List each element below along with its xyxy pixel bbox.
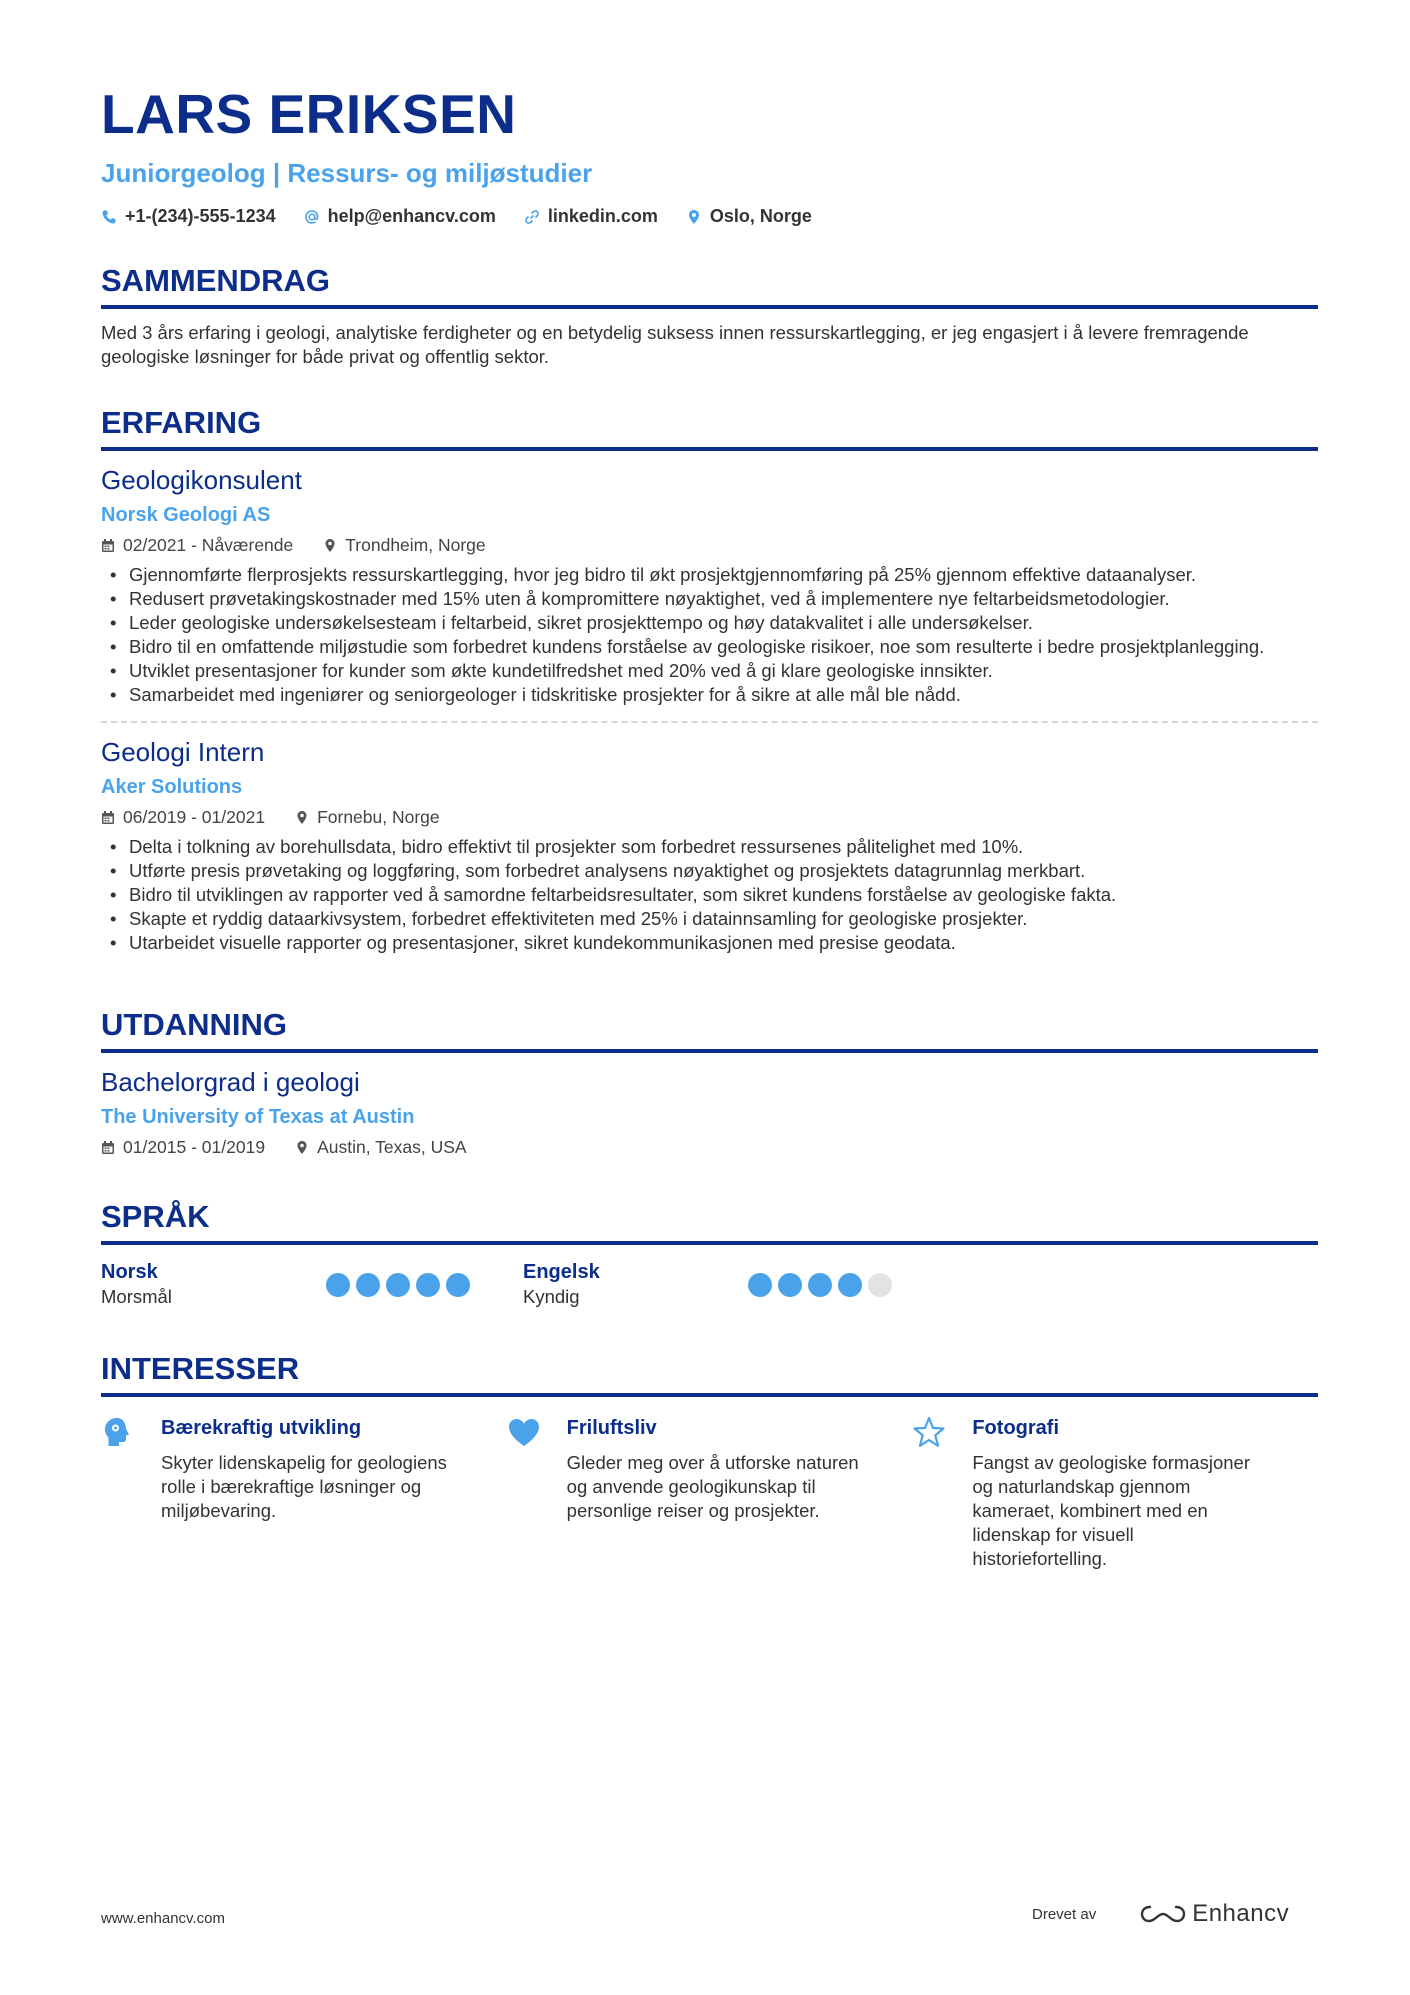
job-location-text: Trondheim, Norge: [345, 535, 486, 555]
footer-branding: [1032, 1900, 1289, 1928]
rating-dot-filled: [386, 1273, 410, 1297]
bullet-item: • Delta i tolkning av borehullsdata, bidro effektivt til prosjekter som forbedret ressursenes pålitelighet med 10%.: [101, 835, 1318, 859]
job-title: Geologikonsulent: [101, 465, 302, 495]
company-name: Aker Solutions: [101, 776, 243, 798]
brand-name: Enhancv: [1192, 1900, 1290, 1927]
bullet-item: • Utarbeidet visuelle rapporter og presentasjoner, sikret kundekommunikasjonen med presise geodata.: [101, 931, 1318, 955]
job-location-text: Fornebu, Norge: [317, 807, 440, 827]
bullet-item: • Leder geologiske undersøkelsesteam i feltarbeid, sikret prosjekttempo og høy datakvalitet i alle undersøkelser.: [101, 611, 1318, 635]
bullet-item: • Bidro til en omfattende miljøstudie som forbedret kundens forståelse av geologiske risikoer, noe som resulterte i bedre prosjektplanlegging.: [101, 635, 1318, 659]
rating-dot-filled: [416, 1273, 440, 1297]
language-name: Norsk: [101, 1261, 158, 1283]
enhancv-logo[interactable]: [1140, 1900, 1289, 1928]
interests-list: [101, 1415, 1318, 1571]
summary-section: [101, 261, 1318, 369]
job-bullets: [101, 835, 1318, 955]
bullet-item: • Utførte presis prøvetaking og loggføring, som forbedret analysens nøyaktighet og prosjektets datagrunnlag merkbart.: [101, 859, 1318, 883]
interest-desc: Gleder meg over å utforske naturen og anvende geologikunskap til personlige reiser og prosjekter.: [566, 1452, 859, 1521]
languages-list: [101, 1259, 1318, 1309]
job-location: [323, 533, 485, 557]
rating-dot-filled: [326, 1273, 350, 1297]
footer-website[interactable]: www.enhancv.com: [101, 1910, 225, 1927]
job-bullets: [101, 563, 1318, 707]
location-text: Oslo, Norge: [709, 206, 812, 226]
interests-heading: INTERESSER: [101, 1349, 1318, 1397]
degree-title: Bachelorgrad i geologi: [101, 1067, 360, 1097]
language-rating: [748, 1259, 892, 1309]
experience-section: [101, 403, 1318, 955]
bullet-item: • Samarbeidet med ingeniører og seniorgeologer i tidskritiske prosjekter for å sikre at alle mål ble nådd.: [101, 683, 1318, 707]
bullet-item: • Utviklet presentasjoner for kunder som økte kundetilfredshet med 20% ved å gi klare geologiske innsikter.: [101, 659, 1318, 683]
interest-desc: Fangst av geologiske formasjoner og naturlandskap gjennom kameraet, kombinert med en lidenskap for visuell historiefortelling.: [972, 1452, 1250, 1569]
calendar-icon: [101, 538, 115, 553]
contact-location: [686, 206, 812, 227]
candidate-name: LARS ERIKSEN: [101, 83, 517, 145]
bullet-item: • Redusert prøvetakingskostnader med 15% uten å kompromittere nøyaktighet, ved å implementere nye feltarbeidsmetodologier.: [101, 587, 1318, 611]
rating-dot-filled: [446, 1273, 470, 1297]
languages-heading: SPRÅK: [101, 1197, 1318, 1245]
interest-item: [101, 1415, 507, 1571]
summary-text: Med 3 års erfaring i geologi, analytiske ferdigheter og en betydelig suksess innen ressurskartlegging, er jeg engasjert i å levere fremragende geologiske løsninger for både privat og offentlig sektor.: [101, 322, 1249, 367]
job-dates-text: 02/2021 - Nåværende: [123, 535, 294, 555]
language-item: [523, 1259, 945, 1309]
interest-desc: Skyter lidenskapelig for geologiens rolle i bærekraftige løsninger og miljøbevaring.: [161, 1452, 447, 1521]
phone-text: +1-(234)-555-1234: [125, 206, 276, 226]
phone-icon: [101, 209, 117, 225]
job-dates-text: 06/2019 - 01/2021: [123, 807, 266, 827]
calendar-icon: [101, 810, 115, 825]
education-section: [101, 1005, 1318, 1159]
summary-heading: SAMMENDRAG: [101, 261, 1318, 309]
education-dates-text: 01/2015 - 01/2019: [123, 1137, 266, 1157]
language-name: Engelsk: [523, 1261, 600, 1283]
location-pin-icon: [323, 538, 337, 553]
enhancv-logo-icon: [1140, 1902, 1186, 1926]
powered-by-text: Drevet av: [1032, 1905, 1097, 1923]
language-level: Morsmål: [101, 1286, 172, 1307]
experience-heading: ERFARING: [101, 403, 1318, 451]
education-location: [295, 1135, 466, 1159]
interest-title: Friluftsliv: [566, 1417, 657, 1439]
contact-email[interactable]: [304, 206, 496, 227]
location-pin-icon: [295, 1140, 309, 1155]
rating-dot-empty: [868, 1273, 892, 1297]
job-entry: [101, 735, 1318, 955]
calendar-icon: [101, 1140, 115, 1155]
job-entry: [101, 463, 1318, 707]
location-pin-icon: [295, 810, 309, 825]
company-name: Norsk Geologi AS: [101, 504, 271, 526]
bullet-item: • Bidro til utviklingen av rapporter ved å samordne feltarbeidsresultater, som sikret kundens forståelse av geologiske fakta.: [101, 883, 1318, 907]
job-divider: [101, 721, 1318, 723]
email-text: help@enhancv.com: [327, 206, 496, 226]
contact-linkedin[interactable]: [524, 206, 658, 227]
link-icon: [524, 209, 540, 225]
job-dates: [101, 805, 265, 829]
language-item: [101, 1259, 523, 1309]
interest-title: Bærekraftig utvikling: [161, 1417, 362, 1439]
job-dates: [101, 533, 293, 557]
rating-dot-filled: [748, 1273, 772, 1297]
star-icon: [912, 1415, 946, 1451]
interest-title: Fotografi: [972, 1417, 1059, 1439]
interest-item: [507, 1415, 913, 1571]
job-meta: [101, 533, 1318, 557]
resume-page: [101, 80, 1318, 1571]
linkedin-text: linkedin.com: [547, 206, 658, 226]
location-pin-icon: [686, 209, 702, 225]
rating-dot-filled: [838, 1273, 862, 1297]
education-heading: UTDANNING: [101, 1005, 1318, 1053]
at-icon: [304, 209, 320, 225]
language-level: Kyndig: [523, 1286, 580, 1307]
education-location-text: Austin, Texas, USA: [317, 1137, 467, 1157]
job-location: [295, 805, 440, 829]
rating-dot-filled: [778, 1273, 802, 1297]
bullet-item: • Gjennomførte flerprosjekts ressurskartlegging, hvor jeg bidro til økt prosjektgjennomføring på 25% gjennom effektive dataanalyser.: [101, 563, 1318, 587]
languages-section: [101, 1197, 1318, 1309]
interest-item: [912, 1415, 1318, 1571]
contact-bar: [101, 206, 1318, 227]
headline: Juniorgeolog | Ressurs- og miljøstudier: [101, 158, 593, 188]
heart-icon: [507, 1415, 541, 1451]
education-meta: [101, 1135, 1318, 1159]
rating-dot-filled: [808, 1273, 832, 1297]
head-icon: [101, 1415, 135, 1451]
bullet-item: • Skapte et ryddig dataarkivsystem, forbedret effektiviteten med 25% i datainnsamling for geologiske prosjekter.: [101, 907, 1318, 931]
rating-dot-filled: [356, 1273, 380, 1297]
job-meta: [101, 805, 1318, 829]
school-name: The University of Texas at Austin: [101, 1106, 415, 1128]
job-title: Geologi Intern: [101, 737, 265, 767]
interests-section: [101, 1349, 1318, 1571]
language-rating: [326, 1259, 470, 1309]
contact-phone[interactable]: [101, 206, 276, 227]
education-dates: [101, 1135, 265, 1159]
